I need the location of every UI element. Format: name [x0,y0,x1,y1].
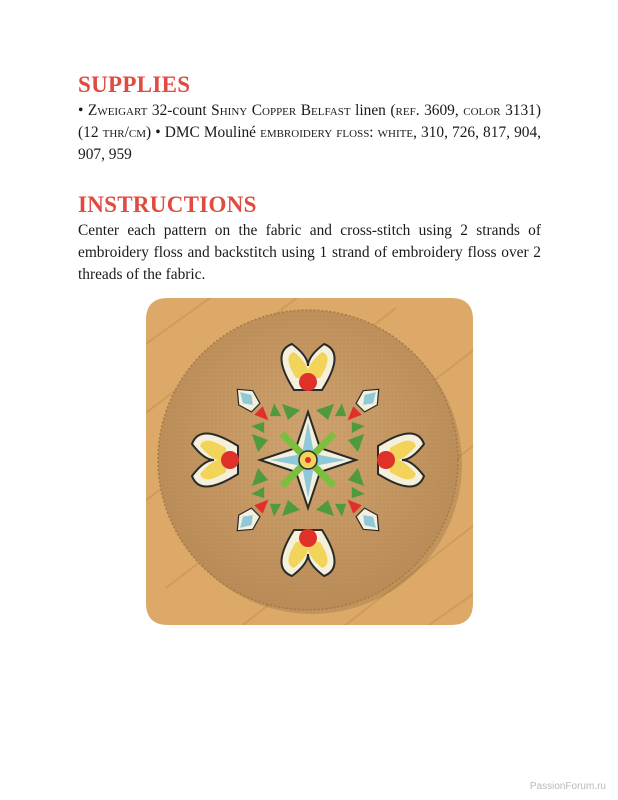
thread-unit: thr/cm [102,124,147,141]
instructions-text: Center each pattern on the fabric and cross-stitch using 2 strands of embroidery floss and backstitch using 1 strand of embroidery floss over 2 threads of the fabric. [78,222,541,283]
instructions-heading: INSTRUCTIONS [78,192,257,217]
fabric-name: Shiny Copper Belfast [211,102,351,119]
ref-label: ref. [395,102,420,119]
floss-brand: DMC Mouliné [164,124,257,141]
supplies-heading: SUPPLIES [78,72,191,97]
ref-number: 3609, [419,102,464,119]
bullet: • [78,102,88,119]
embroidered-coaster-photo [146,298,473,625]
color-number: 3131) (12 [78,102,541,141]
floss-label: embroidery floss: white, [256,124,417,141]
fabric-type: linen ( [350,102,396,119]
fabric-brand: Zweigart [87,102,148,119]
bullet: • [155,124,165,141]
close-paren: ) [146,124,156,141]
watermark: PassionForum.ru [529,781,606,792]
floss-colors: 310, 726, 817, 904, 907, 959 [78,124,542,163]
color-label: color [463,102,501,119]
fabric-count: 32-count [147,102,212,119]
supplies-list [78,100,541,166]
